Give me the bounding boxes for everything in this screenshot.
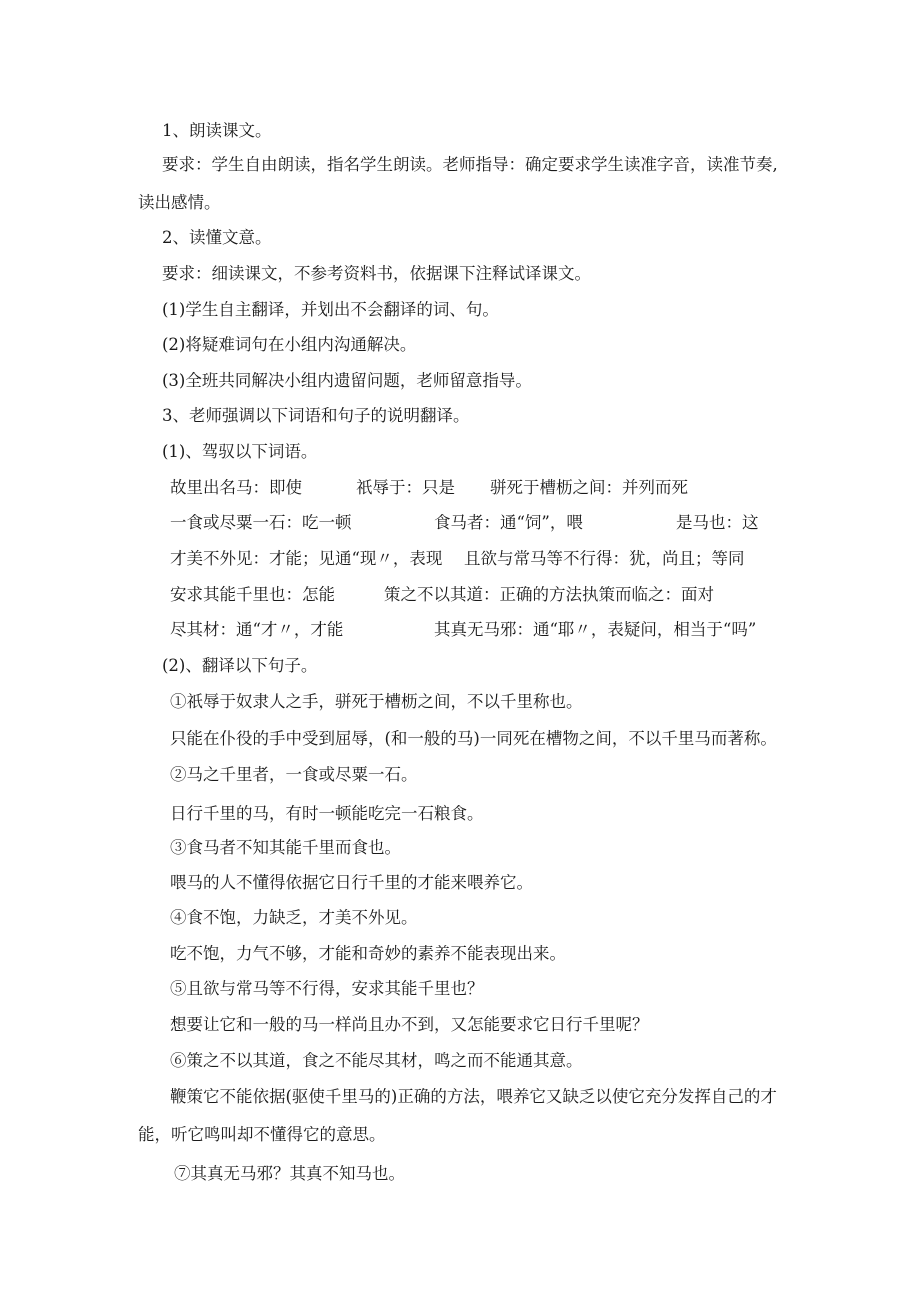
sentence-translation: 吃不饱，力气不够，才能和奇妙的素养不能表现出来。	[170, 944, 566, 963]
word-entry: 故里出名马：即使	[170, 478, 302, 497]
sentence-translation: 日行千里的马，有时一顿能吃完一石粮食。	[170, 804, 484, 823]
section-2-heading: 2、读懂文意。	[162, 228, 272, 247]
sentences-heading: (2)、翻译以下句子。	[162, 656, 318, 675]
sentence-source: ①祇辱于奴隶人之手，骈死于槽枥之间，不以千里称也。	[170, 692, 583, 711]
word-entry: 其真无马邪：通“耶〃，表疑问，相当于“吗”	[434, 620, 757, 639]
word-entry: 策之不以其道：正确的方法执策而临之：面对	[384, 585, 714, 604]
step-2: (2)将疑难词句在小组内沟通解决。	[162, 335, 417, 354]
word-entry: 安求其能千里也：怎能	[170, 585, 335, 604]
step-1: (1)学生自主翻译，并划出不会翻译的词、句。	[162, 300, 499, 319]
step-3: (3)全班共同解决小组内遗留问题，老师留意指导。	[162, 371, 532, 390]
sentence-source: ④食不饱，力缺乏，才美不外见。	[170, 908, 418, 927]
sentence-translation: 想要让它和一般的马一样尚且办不到，又怎能要求它日行千里呢？	[170, 1015, 649, 1034]
sentence-source: ③食马者不知其能千里而食也。	[170, 838, 401, 857]
word-entry: 祇辱于：只是	[356, 478, 455, 497]
word-entry: 是马也：这	[676, 513, 759, 532]
word-entry: 才美不外见：才能；见通“现〃，表现	[170, 549, 443, 568]
section-1-heading: 1、朗读课文。	[162, 121, 272, 140]
sentence-source: ⑥策之不以其道，食之不能尽其材，鸣之而不能通其意。	[170, 1051, 583, 1070]
section-3-heading: 3、老师强调以下词语和句子的说明翻译。	[162, 406, 470, 425]
word-entry: 且欲与常马等不行得：犹，尚且；等同	[464, 549, 745, 568]
section-2-requirement: 要求：细读课文，不参考资料书，依据课下注释试译课文。	[162, 264, 591, 283]
word-entry: 一食或尽粟一石：吃一顿	[170, 513, 352, 532]
words-heading: (1)、驾驭以下词语。	[162, 442, 318, 461]
sentence-translation: 只能在仆役的手中受到屈辱，(和一般的马)一同死在槽物之间，不以千里马而著称。	[170, 729, 777, 748]
sentence-source: ⑦其真无马邪？其真不知马也。	[174, 1164, 405, 1183]
sentence-source: ⑤且欲与常马等不行得，安求其能千里也？	[170, 979, 484, 998]
section-1-requirement: 要求：学生自由朗读，指名学生朗读。老师指导：确定要求学生读准字音，读准节奏,读出感情。	[138, 155, 778, 212]
sentence-source: ②马之千里者，一食或尽粟一石。	[170, 765, 418, 784]
word-entry: 尽其材：通“才〃，才能	[170, 620, 344, 639]
sentence-translation: 喂马的人不懂得依据它日行千里的才能来喂养它。	[170, 873, 533, 892]
sentence-translation: 鞭策它不能依据(驱使千里马的)正确的方法，喂养它又缺乏以使它充分发挥自己的才能，听它鸣叫却不懂得它的意思。	[138, 1087, 777, 1144]
word-entry: 骈死于槽枥之间：并列而死	[490, 478, 688, 497]
word-entry: 食马者：通“饲”，喂	[434, 513, 583, 532]
